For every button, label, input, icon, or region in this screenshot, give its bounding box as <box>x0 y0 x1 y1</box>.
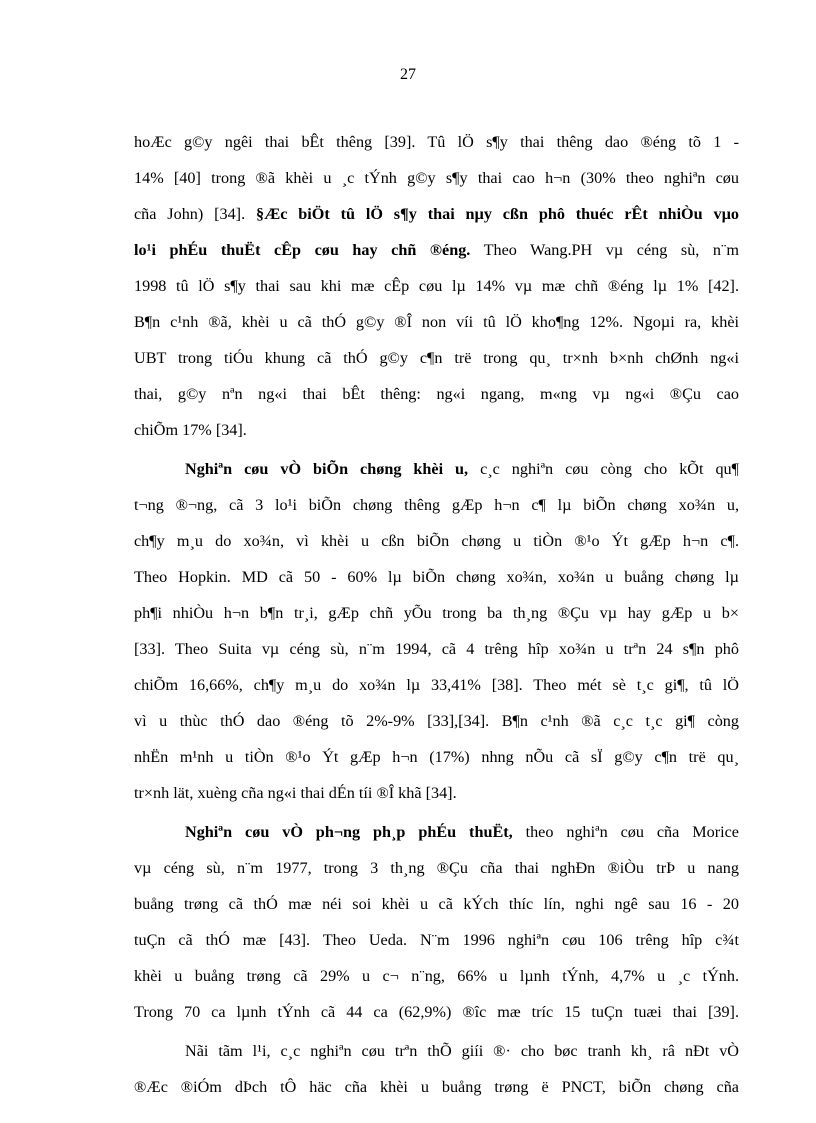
bold-heading-run: lo¹i phÉu thuËt cÊp cøu hay chñ ®éng. <box>134 241 471 259</box>
text-line-18: nhËn m¹nh u tiÒn ®¹o Ýt gÆp h¬n (17%) nhng nÕu cã sÏ g©y c¶n trë qu¸ <box>134 748 739 766</box>
text-run: cña John) [34]. <box>134 205 256 223</box>
text-line-17: vì u thùc thÓ dao ®éng tõ 2%-9% [33],[34]. B¶n c¹nh ®ã c¸c t¸c gi¶ còng <box>134 712 739 730</box>
bold-heading-run: Nghiªn cøu vÒ biÕn chøng khèi u, <box>185 460 469 478</box>
text-line-2: 14% [40] trong ®ã khèi u ¸c tÝnh g©y s¶y thai cao h¬n (30% theo nghiªn cøu <box>134 169 739 187</box>
bold-heading-run: §Æc biÖt tû lÖ s¶y thai nµy cßn phô thuéc rÊt nhiÒu vµo <box>255 205 740 223</box>
text-line-26: Nãi tãm l¹i, c¸c nghiªn cøu trªn thÕ giíi ®· cho bøc tranh kh¸ râ nÐt vÒ <box>185 1042 739 1060</box>
text-line-8: thai, g©y nªn ng«i thai bÊt thêng: ng«i ngang, m«ng vµ ng«i ®Çu cao <box>134 385 739 403</box>
text-line-24: khèi u buång trøng cã 29% u c¬ n¨ng, 66% u lµnh tÝnh, 4,7% u ¸c tÝnh. <box>134 967 739 985</box>
text-line-10 <box>185 459 739 479</box>
text-line-12: ch¶y m¸u do xo¾n, vì khèi u cßn biÕn chøng u tiÒn ®¹o Ýt gÆp h¬n c¶. <box>134 532 739 550</box>
text-line-14: ph¶i nhiÒu h¬n b¶n tr¸i, gÆp chñ yÕu trong ba th¸ng ®Çu vµ hay gÆp u b× <box>134 604 739 622</box>
text-line-19: tr×nh lät, xuèng cña ng«i thai dÉn tíi ®Î khã [34]. <box>134 784 457 802</box>
text-line-5: 1998 tû lÖ s¶y thai sau khi mæ cÊp cøu lµ 14% vµ mæ chñ ®éng lµ 1% [42]. <box>134 277 739 295</box>
text-run: c¸c nghiªn cøu còng cho kÕt qu¶ <box>468 460 739 478</box>
bold-heading-run: Nghiªn cøu vÒ ph¬ng ph¸p phÉu thuËt, <box>185 823 513 841</box>
text-line-15: [33]. Theo Suita vµ céng sù, n¨m 1994, cã 4 trêng hîp xo¾n u trªn 24 s¶n phô <box>134 640 739 658</box>
text-line-16: chiÕm 16,66%, ch¶y m¸u do xo¾n lµ 33,41% [38]. Theo mét sè t¸c gi¶, tû lÖ <box>134 676 739 694</box>
text-run: Theo Wang.PH vµ céng sù, n¨m <box>470 241 739 259</box>
text-line-22: buång trøng cã thÓ mæ néi soi khèi u cã kÝch thíc lín, nghi ngê sau 16 - 20 <box>134 895 739 913</box>
text-line-20 <box>185 822 739 842</box>
text-line-27: ®Æc ®iÓm dÞch tÔ häc cña khèi u buång trøng ë PNCT, biÕn chøng cña <box>134 1078 739 1096</box>
text-line-23: tuÇn cã thÓ mæ [43]. Theo Ueda. N¨m 1996 nghiªn cøu 106 trêng hîp c¾t <box>134 931 739 949</box>
text-line-9: chiÕm 17% [34]. <box>134 421 247 439</box>
text-line-13: Theo Hopkin. MD cã 50 - 60% lµ biÕn chøng xo¾n, xo¾n u buång chøng lµ <box>134 568 739 586</box>
page-number: 27 <box>400 66 416 83</box>
text-line-7: UBT trong tiÓu khung cã thÓ g©y c¶n trë trong qu¸ tr×nh b×nh chØnh ng«i <box>134 349 739 367</box>
text-run: theo nghiªn cøu cña Morice <box>512 823 739 841</box>
text-line-21: vµ céng sù, n¨m 1977, trong 3 th¸ng ®Çu cña thai nghÐn ®iÒu trÞ u nang <box>134 859 739 877</box>
text-line-4 <box>134 240 739 260</box>
text-line-1: hoÆc g©y ngêi thai bÊt thêng [39]. Tû lÖ s¶y thai thêng dao ®éng tõ 1 - <box>134 133 739 151</box>
text-line-25: Trong 70 ca lµnh tÝnh cã 44 ca (62,9%) ®îc mæ tríc 15 tuÇn tuæi thai [39]. <box>134 1003 739 1021</box>
text-line-11: t¬ng ®¬ng, cã 3 lo¹i biÕn chøng thêng gÆp h¬n c¶ lµ biÕn chøng xo¾n u, <box>134 496 739 514</box>
text-line-6: B¶n c¹nh ®ã, khèi u cã thÓ g©y ®Î non víi tû lÖ kho¶ng 12%. Ngoµi ra, khèi <box>134 313 739 331</box>
text-line-3 <box>134 204 739 224</box>
